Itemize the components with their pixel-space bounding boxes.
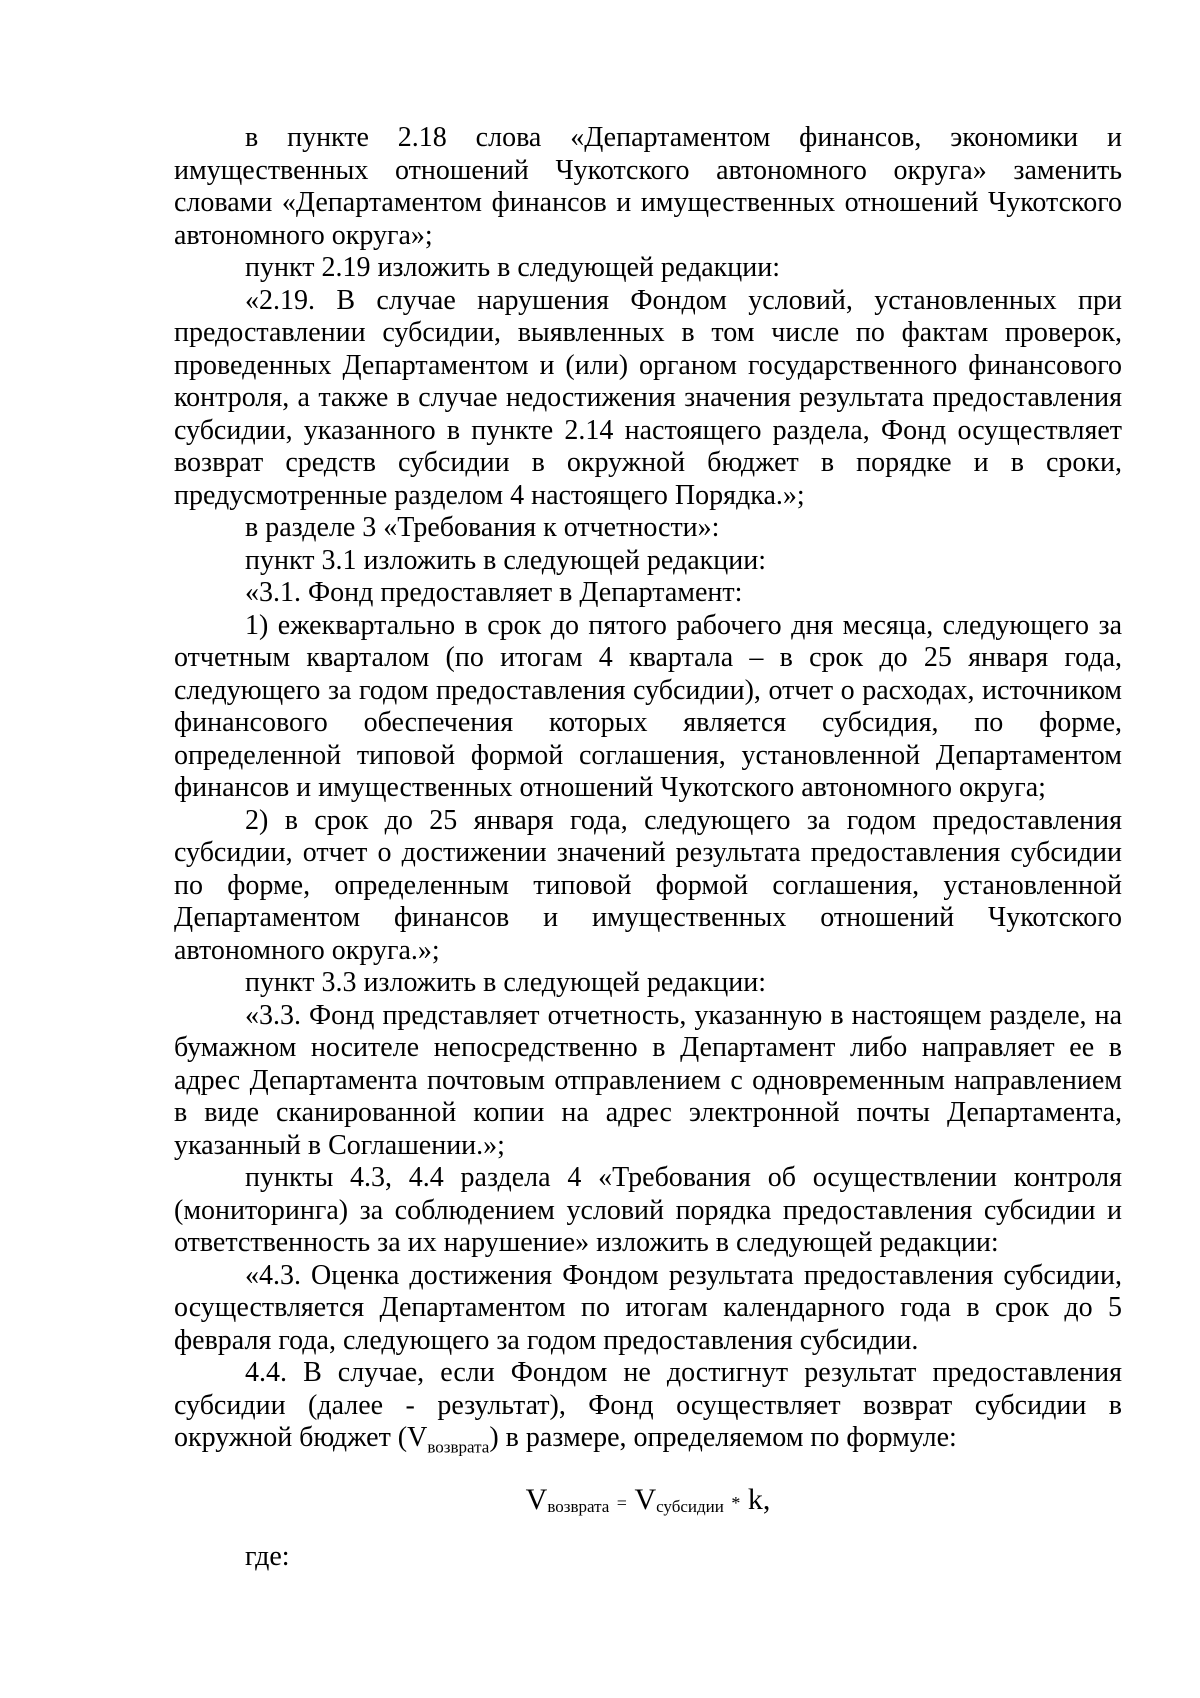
paragraph-4-4-main: 4.4. В случае, если Фондом не достигнут результат предоставления субсидии (далее - результат), Фонд осуществляет возврат субсидии в окружной бюджет (V [174, 1357, 1122, 1453]
paragraph-4-4-tail: ) в размере, определяемом по формуле: [489, 1422, 957, 1453]
paragraph-3-1-intro: пункт 3.1 изложить в следующей редакции: [245, 544, 766, 576]
paragraph-2-18: в пункте 2.18 слова «Департаментом финансов, экономики и имущественных отношений Чукотского автономного округа» заменить словами «Департаментом финансов и имущественных отношений Чукотского автономного округа»; [174, 122, 1122, 251]
document-body [174, 122, 1122, 1574]
formula-lhs-symbol: V [525, 1483, 548, 1517]
paragraph-4-3-text: «4.3. Оценка достижения Фондом результата предоставления субсидии, осуществляется Департаментом по итогам календарного года в срок до 5 февраля года, следующего за годом предоставления субсидии. [174, 1259, 1122, 1356]
formula-equals: = [616, 1493, 627, 1514]
paragraph-3-3-intro: пункт 3.3 изложить в следующей редакции: [245, 967, 766, 998]
formula-lhs-subscript: возврата [547, 1497, 610, 1517]
paragraph-3-3-text: «3.3. Фонд представляет отчетность, указанную в настоящем разделе, на бумажном носителе непосредственно в Департамент либо направляет ее в адрес Департамента почтовым отправлением с одновременным направлением в виде сканированной копии на адрес электронной почты Департамента, указанный в Соглашении.»; [174, 999, 1122, 1161]
paragraph-item-2: 2) в срок до 25 января года, следующего за годом предоставления субсидии, отчет о достижении значений результата предоставления субсидии по форме, определенным типовой формой соглашения, установленной Департаментом финансов и имущественных отношений Чукотского автономного округа.»; [174, 804, 1122, 966]
paragraph-2-19-intro: пункт 2.19 изложить в следующей редакции: [245, 252, 780, 283]
formula-factor: k, [747, 1483, 771, 1517]
formula-rhs-subscript: субсидии [656, 1497, 724, 1517]
where-label: где: [245, 1541, 290, 1573]
paragraph-section-3: в разделе 3 «Требования к отчетности»: [245, 512, 720, 543]
return-formula [174, 1480, 1122, 1527]
paragraph-4-4-subscript: возврата [427, 1437, 490, 1457]
paragraph-4-3-4-4-intro: пункты 4.3, 4.4 раздела 4 «Требования об осуществлении контроля (мониторинга) за соблюдением условий порядка предоставления субсидии и ответственность за их нарушение» изложить в следующей редакции: [174, 1162, 1122, 1258]
formula-multiply: * [731, 1493, 741, 1514]
paragraph-2-19-text: «2.19. В случае нарушения Фондом условий, установленных при предоставлении субсидии, выявленных в том числе по фактам проверок, проведенных Департаментом и (или) органом государственного финансового контроля, а также в случае недостижения значения результата предоставления субсидии, указанного в пункте 2.14 настоящего раздела, Фонд осуществляет возврат средств субсидии в окружной бюджет в порядке и в сроки, предусмотренные разделом 4 настоящего Порядка.»; [174, 284, 1122, 511]
formula-rhs-symbol: V [634, 1483, 657, 1517]
paragraph-3-1-text: «3.1. Фонд предоставляет в Департамент: [245, 577, 743, 608]
paragraph-4-4-text [174, 1357, 1122, 1464]
paragraph-item-1: 1) ежеквартально в срок до пятого рабочего дня месяца, следующего за отчетным кварталом (по итогам 4 квартала – в срок до 25 января года, следующего за годом предоставления субсидии), отчет о расходах, источником финансового обеспечения которых является субсидия, по форме, определенной типовой формой соглашения, установленной Департаментом финансов и имущественных отношений Чукотского автономного округа; [174, 609, 1122, 803]
